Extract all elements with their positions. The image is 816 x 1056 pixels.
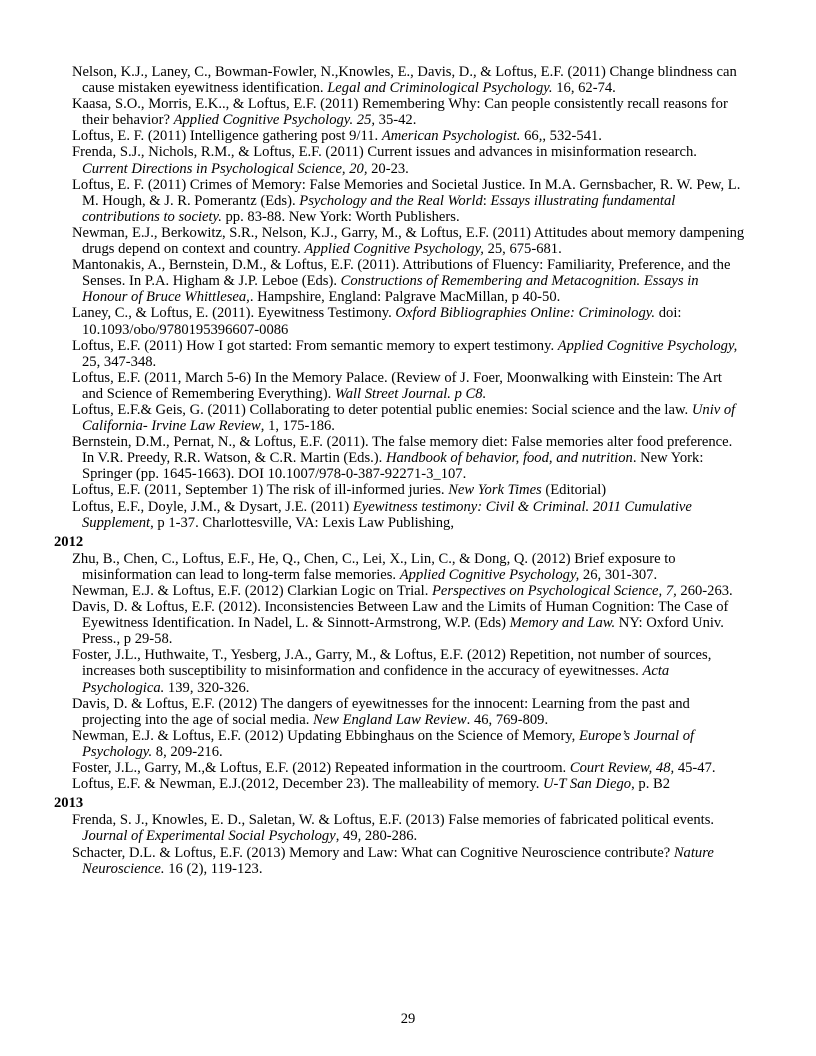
- reference-entry: [72, 583, 746, 599]
- reference-text: NY: Oxford Univ. Press., p 29-58.: [82, 615, 724, 648]
- reference-text: , 49, 280-286.: [335, 828, 418, 845]
- reference-text: Frenda, S.J., Nichols, R.M., & Loftus, E.F. (2011) Current issues and advances in misinformation research.: [72, 144, 697, 161]
- reference-entry: [72, 338, 746, 370]
- reference-text: Schacter, D.L. & Loftus, E.F. (2013) Memory and Law: What can Cognitive Neuroscience contribute?: [72, 844, 674, 861]
- reference-text: 25, 347-348.: [82, 353, 157, 370]
- reference-text: 26, 301-307.: [579, 566, 658, 583]
- reference-italic-text: Current Directions in Psychological Science, 20,: [82, 160, 368, 177]
- reference-entry: [72, 402, 746, 434]
- reference-text: Bernstein, D.M., Pernat, N., & Loftus, E.F. (2011). The false memory diet: False memories alter food preference. In V.R. Preedy, R.R. Watson, & C.R. Martin (Eds.).: [72, 434, 733, 467]
- reference-entry: [72, 551, 746, 583]
- reference-entry: [72, 128, 746, 144]
- reference-text: doi: 10.1093/obo/9780195396607-0086: [82, 305, 682, 338]
- reference-entry: [72, 370, 746, 402]
- reference-entry: [72, 599, 746, 647]
- reference-text: 66,, 532-541.: [520, 128, 602, 145]
- reference-italic-text: Constructions of Remembering and Metacognition. Essays in Honour of Bruce Whittlesea,: [82, 273, 699, 306]
- reference-italic-text: Essays illustrating fundamental contributions to society.: [82, 192, 676, 225]
- reference-italic-text: Applied Cognitive Psychology,: [399, 566, 580, 583]
- reference-italic-text: Journal of Experimental Social Psychology: [82, 828, 336, 845]
- reference-text: Mantonakis, A., Bernstein, D.M., & Loftus, E.F. (2011). Attributions of Fluency: Familiarity, Preference, and the Senses. In P.A. Higham & J.P. Leboe (Eds).: [72, 257, 731, 290]
- reference-text: 8, 209-216.: [152, 743, 223, 760]
- reference-text: Frenda, S. J., Knowles, E. D., Saletan, W. & Loftus, E.F. (2013) False memories of fabricated political events.: [72, 812, 715, 829]
- reference-text: Loftus, E.F.& Geis, G. (2011) Collaborating to deter potential public enemies: Social science and the law.: [72, 401, 692, 418]
- reference-italic-text: Legal and Criminological Psychology.: [327, 80, 553, 97]
- reference-text: Newman, E.J. & Loftus, E.F. (2012) Clarkian Logic on Trial.: [72, 583, 432, 599]
- reference-text: pp. 83-88. New York: Worth Publishers.: [221, 208, 460, 225]
- reference-italic-text: Court Review, 48,: [569, 760, 675, 777]
- reference-text: Foster, J.L., Garry, M.,& Loftus, E.F. (2012) Repeated information in the courtroom.: [72, 760, 570, 777]
- reference-text: 25, 675-681.: [483, 241, 562, 258]
- reference-entry: [72, 760, 746, 776]
- reference-text: (Editorial): [541, 482, 607, 499]
- reference-list: [0, 64, 816, 877]
- reference-italic-text: Nature Neuroscience.: [82, 844, 714, 877]
- reference-italic-text: Perspectives on Psychological Science, 7,: [432, 583, 677, 599]
- reference-italic-text: Acta Psychologica.: [82, 663, 670, 696]
- reference-text: , p. B2: [631, 776, 671, 793]
- reference-text: Loftus, E.F. (2011) How I got started: From semantic memory to expert testimony.: [72, 337, 558, 354]
- reference-italic-text: Memory and Law.: [509, 615, 616, 632]
- reference-entry: [72, 482, 746, 498]
- reference-entry: [72, 499, 746, 531]
- reference-italic-text: Univ of California- Irvine Law Review: [82, 401, 736, 435]
- reference-text: 35-42.: [375, 112, 417, 129]
- reference-italic-text: Oxford Bibliographies Online: Criminology.: [395, 305, 656, 322]
- reference-text: Nelson, K.J., Laney, C., Bowman-Fowler, N.,Knowles, E., Davis, D., & Loftus, E.F. (2011) Change blindness can cause mistaken eyewitness identification.: [72, 64, 737, 97]
- reference-entry: [72, 434, 746, 482]
- reference-italic-text: Psychology and the Real World: [299, 192, 483, 209]
- reference-text: Loftus, E.F. & Newman, E.J.(2012, December 23). The malleability of memory.: [72, 776, 543, 793]
- reference-text: . 46, 769-809.: [466, 711, 549, 728]
- reference-text: , p 1-37. Charlottesville, VA: Lexis Law Publishing,: [150, 514, 454, 531]
- reference-text: Davis, D. & Loftus, E.F. (2012) The dangers of eyewitnesses for the innocent: Learning from the past and projecting into the age of social media.: [72, 695, 690, 728]
- reference-italic-text: Wall Street Journal. p C8.: [334, 385, 487, 402]
- reference-text: 260-263.: [676, 583, 733, 599]
- reference-text: . New York: Springer (pp. 1645-1663). DOI 10.1007/978-0-387-92271-3_107.: [82, 450, 704, 483]
- reference-entry: [72, 257, 746, 305]
- reference-text: Loftus, E.F. (2011, September 1) The risk of ill-informed juries.: [72, 482, 449, 499]
- reference-text: , 1, 175-186.: [260, 418, 335, 435]
- reference-text: Loftus, E. F. (2011) Crimes of Memory: False Memories and Societal Justice. In M.A. Gernsbacher, R. W. Pew, L. M. Hough, & J. R. Pomerantz (Eds).: [72, 176, 741, 209]
- reference-entry: [72, 647, 746, 695]
- reference-text: Zhu, B., Chen, C., Loftus, E.F., He, Q., Chen, C., Lei, X., Lin, C., & Dong, Q. (2012) Brief exposure to misinformation can lead to long-term false memories.: [72, 550, 676, 583]
- reference-italic-text: New York Times: [448, 482, 542, 499]
- reference-entry: [72, 845, 746, 877]
- reference-text: 45-47.: [674, 760, 716, 777]
- reference-italic-text: Applied Cognitive Psychology,: [557, 337, 738, 354]
- reference-text: Loftus, E. F. (2011) Intelligence gathering post 9/11.: [72, 128, 382, 145]
- reference-italic-text: Eyewitness testimony: Civil & Criminal. 2011 Cumulative Supplement: [82, 498, 692, 531]
- reference-italic-text: U-T San Diego: [543, 776, 632, 793]
- reference-text: Newman, E.J., Berkowitz, S.R., Nelson, K.J., Garry, M., & Loftus, E.F. (2011) Attitudes about memory dampening drugs depend on context and country.: [72, 224, 745, 258]
- year-heading: 2013: [54, 795, 84, 812]
- reference-entry: [72, 305, 746, 337]
- reference-italic-text: Applied Cognitive Psychology. 25,: [173, 112, 376, 129]
- reference-entry: [72, 696, 746, 728]
- reference-entry: [72, 728, 746, 760]
- reference-text: Foster, J.L., Huthwaite, T., Yesberg, J.A., Garry, M., & Loftus, E.F. (2012) Repetition, not number of sources, increases both susceptibility to misinformation and confidence in the accuracy of eyewitnesses.: [72, 647, 712, 680]
- reference-entry: [72, 225, 746, 257]
- reference-text: Loftus, E.F. (2011, March 5-6) In the Memory Palace. (Review of J. Foer, Moonwalking with Einstein: The Art and Science of Remembering Everything).: [72, 369, 722, 402]
- reference-italic-text: Handbook of behavior, food, and nutrition: [385, 450, 633, 467]
- year-heading: 2012: [54, 533, 84, 550]
- reference-entry: [72, 96, 746, 128]
- reference-text: Newman, E.J. & Loftus, E.F. (2012) Updating Ebbinghaus on the Science of Memory,: [72, 727, 579, 744]
- reference-entry: [72, 144, 746, 176]
- reference-italic-text: American Psychologist.: [381, 128, 521, 145]
- reference-entry: [72, 776, 746, 792]
- reference-text: 20-23.: [367, 160, 409, 177]
- reference-text: Davis, D. & Loftus, E.F. (2012). Inconsistencies Between Law and the Limits of Human Cognition: The Case of Eyewitness Identification. In Nadel, L. & Sinnott-Armstrong, W.P. (Eds): [72, 599, 729, 632]
- reference-text: :: [482, 192, 491, 209]
- reference-text: 139, 320-326.: [164, 679, 250, 696]
- reference-italic-text: New England Law Review: [313, 711, 467, 728]
- reference-text: Kaasa, S.O., Morris, E.K.., & Loftus, E.F. (2011) Remembering Why: Can people consistently recall reasons for their behavior?: [72, 96, 728, 129]
- reference-text: Loftus, E.F., Doyle, J.M., & Dysart, J.E. (2011): [72, 498, 353, 515]
- reference-text: 16 (2), 119-123.: [164, 860, 263, 877]
- reference-text: 16, 62-74.: [552, 80, 616, 97]
- reference-italic-text: Europe’s Journal of Psychology.: [82, 727, 695, 760]
- reference-entry: [72, 64, 746, 96]
- reference-text: Laney, C., & Loftus, E. (2011). Eyewitness Testimony.: [72, 305, 396, 322]
- reference-text: . Hampshire, England: Palgrave MacMillan, p 40-50.: [249, 289, 561, 306]
- reference-entry: [72, 177, 746, 225]
- reference-italic-text: Applied Cognitive Psychology,: [304, 241, 484, 258]
- reference-entry: [72, 812, 746, 844]
- page-number: 29: [400, 1011, 416, 1027]
